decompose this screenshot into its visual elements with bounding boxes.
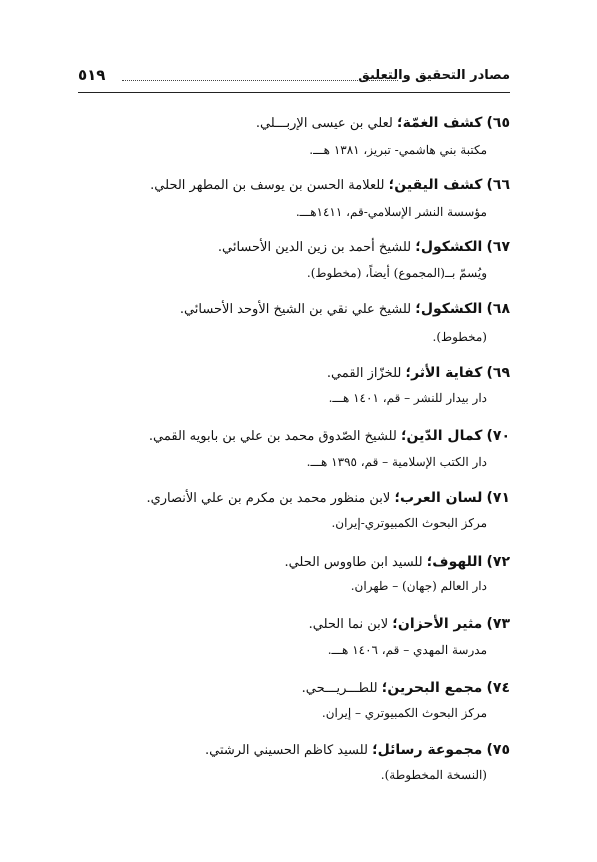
entry-author: للسيد كاظم الحسيني الرشتي. bbox=[204, 743, 368, 758]
entry-number: ٧٤) bbox=[486, 680, 510, 696]
entry-74-publisher: مركز البحوث الكمبيوتري – إيران. bbox=[321, 706, 487, 720]
entry-75 bbox=[205, 741, 510, 760]
entry-author: للطـــريـــحي. bbox=[301, 681, 378, 696]
entry-author: للشيخ أحمد بن زين الدين الأحسائي. bbox=[217, 240, 412, 255]
page-number: ٥١٩ bbox=[78, 66, 106, 84]
entry-author: للعلامة الحسن بن يوسف بن المطهر الحلي. bbox=[150, 178, 385, 193]
entry-title: مثير الأحزان؛ bbox=[392, 616, 483, 632]
entry-title: كمال الدّين؛ bbox=[400, 428, 483, 444]
entry-68-publisher: (مخطوط). bbox=[432, 330, 487, 344]
entry-number: ٦٨) bbox=[486, 301, 510, 317]
entry-67-publisher: ويُسمّ بــ(المجموع) أيضاً، (مخطوط). bbox=[306, 266, 487, 280]
running-header bbox=[78, 66, 510, 90]
entry-71 bbox=[146, 489, 510, 508]
entry-title: مجمع البحرين؛ bbox=[381, 680, 483, 696]
entry-65 bbox=[256, 114, 510, 133]
entry-72-publisher: دار العالم (جهان) – طهران. bbox=[350, 579, 487, 593]
entry-67 bbox=[218, 238, 510, 257]
entry-71-publisher: مركز البحوث الكمبيوتري-إيران. bbox=[331, 516, 487, 530]
entry-66-publisher: مؤسسة النشر الإسلامي-قم، ١٤١١هـــ. bbox=[295, 205, 487, 219]
entry-title: اللهوف؛ bbox=[426, 554, 483, 570]
entry-65-publisher: مكتبة بني هاشمي- تبريز، ١٣٨١ هـــ. bbox=[309, 143, 487, 157]
header-dotted-leader bbox=[122, 80, 398, 81]
entry-number: ٧٠) bbox=[486, 428, 510, 444]
entry-73 bbox=[309, 615, 510, 634]
entry-66 bbox=[150, 176, 510, 195]
entry-number: ٧٥) bbox=[486, 742, 510, 758]
entry-68 bbox=[180, 300, 510, 319]
entry-75-publisher: (النسخة المخطوطة). bbox=[380, 768, 487, 782]
entry-author: لابن منظور محمد بن مكرم بن علي الأنصاري. bbox=[146, 491, 391, 506]
entry-70-publisher: دار الكتب الإسلامية – قم، ١٣٩٥ هـــ. bbox=[306, 455, 487, 469]
entry-title: الكشكول؛ bbox=[415, 301, 483, 317]
entry-author: للشيخ علي نقي بن الشيخ الأوحد الأحسائي. bbox=[179, 302, 412, 317]
entry-number: ٦٥) bbox=[486, 115, 510, 131]
entry-title: الكشكول؛ bbox=[415, 239, 483, 255]
entry-69-publisher: دار بيدار للنشر – قم، ١٤٠١ هـــ. bbox=[328, 391, 487, 405]
entry-title: كفاية الأثر؛ bbox=[405, 365, 483, 381]
entry-70 bbox=[149, 427, 510, 446]
entry-72 bbox=[284, 553, 510, 572]
entry-number: ٦٦) bbox=[486, 177, 510, 193]
entry-number: ٧٣) bbox=[486, 616, 510, 632]
entry-74 bbox=[302, 679, 510, 698]
entry-title: كشف الغمّة؛ bbox=[396, 115, 483, 131]
entry-author: للخزّاز القمي. bbox=[326, 366, 402, 381]
entry-title: مجموعة رسائل؛ bbox=[372, 742, 483, 758]
entry-author: للسيد ابن طاووس الحلي. bbox=[284, 555, 423, 570]
entry-title: كشف اليقين؛ bbox=[388, 177, 483, 193]
entry-69 bbox=[327, 364, 510, 383]
entry-number: ٦٩) bbox=[486, 365, 510, 381]
entry-number: ٦٧) bbox=[486, 239, 510, 255]
entry-author: للشيخ الصّدوق محمد بن علي بن بابويه القمي. bbox=[148, 429, 397, 444]
entry-number: ٧١) bbox=[486, 490, 510, 506]
entry-author: لابن نما الحلي. bbox=[308, 617, 389, 632]
header-title: مصادر التحقيق والتعليق bbox=[358, 68, 510, 83]
header-rule bbox=[78, 92, 510, 93]
entry-title: لسان العرب؛ bbox=[394, 490, 483, 506]
entry-number: ٧٢) bbox=[486, 554, 510, 570]
entry-73-publisher: مدرسة المهدي – قم، ١٤٠٦ هـــ. bbox=[327, 643, 487, 657]
entry-author: لعلي بن عيسى الإربـــلي. bbox=[255, 116, 393, 131]
